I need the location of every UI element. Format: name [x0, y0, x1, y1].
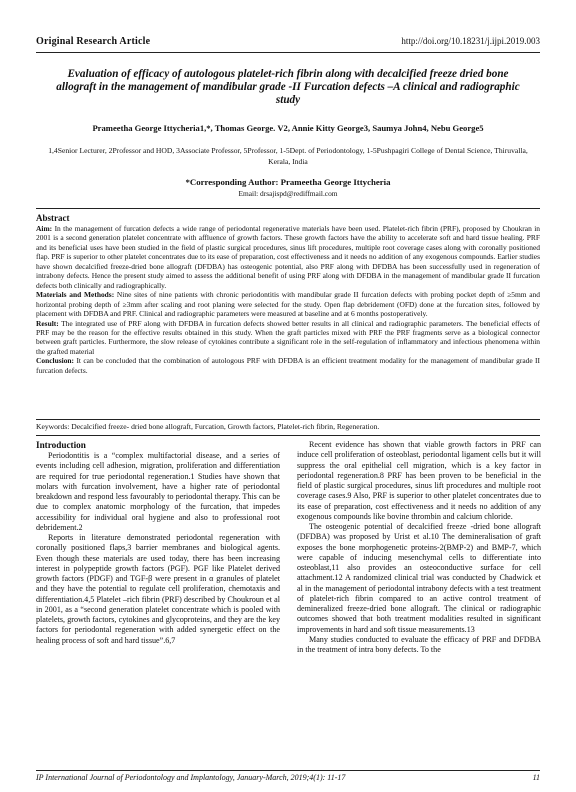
corresponding-email[interactable]: Email: drsajispd@rediffmail.com [238, 189, 338, 198]
page-number: 11 [532, 773, 540, 782]
abstract-aim-label: Aim: [36, 224, 53, 233]
footer-rule [36, 770, 540, 771]
abstract-section [36, 208, 540, 420]
abstract-result [36, 319, 540, 357]
author-affiliations: 1,4Senior Lecturer, 2Professor and HOD, 3Associate Professor, 5Professor, 1-5Dept. of Periodontology, 1-5Pushpagiri College of Dental Science, Thiruvalla, Kerala, India [48, 146, 528, 166]
abstract-conclusion [36, 356, 540, 375]
article-title: Evaluation of efficacy of autologous platelet-rich fibrin along with decalcified freeze dried bone allograft in the management of mandibular grade -II Furcation defects –A clinical and radiographic study [56, 68, 520, 106]
abstract-aim [36, 224, 540, 290]
author-list: Prameetha George Ittycheria1,*, Thomas George. V2, Annie Kitty George3, Saumya John4, Nebu George5 [92, 123, 484, 133]
intro-paragraph: The osteogenic potential of decalcified freeze -dried bone allograft (DFDBA) was proposed by Urist et al.10 The demineralisation of graft exposes the bone morphogenetic proteins-2(BMP-2) and BMP-7, which were capable of inducing mesenchymal cells to differentiate into osteoblast,11 also provides an osteoconductive surface for cell attachment.12 A randomized clinical trial was conducted by Chadwick et al in the management of periodontal intrabony defects with a test treatment of platelet-rich fibrin compared to an active control treatment of demineralized freeze-dried bone allograft. The clinical or radiographic outcomes showed that both treatment modalities resulted in significant improvements in hard and soft tissue measurements.13 [297, 522, 541, 634]
abstract-heading: Abstract [36, 213, 70, 223]
corresponding-author: *Corresponding Author: Prameetha George Ittycheria [185, 177, 391, 187]
running-header [36, 36, 540, 50]
body-column-right [297, 440, 541, 767]
intro-paragraph: Reports in literature demonstrated periodontal regeneration with coronally positioned flaps,3 barrier membranes and biological agents. Even though these materials are used today, there has been increasing interest in polypeptide growth factors (PGF). PGF like Platelet derived growth factors (PDGF) and TGF-β were present in α granules of platelet and they have the potential to regulate cell proliferation, chemotaxis and differentiation.4,5 Platelet –rich fibrin (PRF) described by Choukroun et al in 2001, as a “second generation platelet concentrate which is pooled with platelets, growth factors, cytokines and glycoproteins, and they are the key factors for periodontal regeneration with added synergetic effect on the healing process of soft and hard tissue”.6,7 [36, 533, 280, 645]
keywords: Keywords: Decalcified freeze- dried bone allograft, Furcation, Growth factors, Platelet-rich fibrin, Regeneration. [36, 422, 540, 436]
body-column-left [36, 440, 280, 767]
intro-paragraph: Periodontitis is a “complex multifactorial disease, and a series of events including cell adhesion, migration, proliferation and differentiation are required for true periodontal regeneration.1 Studies have shown that molars with furcation involvement, have a higher rate of periodontal breakdown and respond less favourably to periodontal therapy. This can be due to complex anatomic morphology of the furcation, that impedes accessibility for individual oral hygiene and also to professional root debridement.2 [36, 451, 280, 532]
abstract-methods [36, 290, 540, 318]
abstract-aim-text: In the management of furcation defects a wide range of periodontal regenerative materials have been used. Platelet-rich fibrin (PRF), proposed by Choukran in 2001 is a second generation platelet concentrate with affluence of growth factors. These growth factors have the ability to accelerate soft and hard tissue healing. PRF and its beneficial uses have been studied in the field of plastic surgical procedures, sinus lift procedures, multiple root coverage cases along with coronally positioned flap. PRF is superior to other platelet concentrates due to its ease of preparation, cost effectiveness and it needs no addition of any exogenous compounds. Earlier studies have shown decalcified freeze-dried bone allograft (DFDBA) has osteogenic potential, also PRF along with DFDBA has been successfully used in regeneration of intrabony defects. Hence the present study aimed to assess the additional benefit of using PRF along with DFDBA in the management of mandibular grade II furcation defects both clinically and radiographically. [36, 224, 540, 290]
abstract-conclusion-label: Conclusion: [36, 356, 75, 366]
intro-paragraph: Many studies conducted to evaluate the efficacy of PRF and DFDBA in the treatment of intra bony defects. To the [297, 634, 541, 654]
journal-citation: IP International Journal of Periodontology and Implantology, January-March, 2019;4(1): 11-17 [36, 773, 346, 782]
introduction-heading: Introduction [36, 440, 86, 450]
abstract-conclusion-text: It can be concluded that the combination of autologous PRF with DFDBA is an efficient treatment modality for the management of mandibular grade II furcation defects. [36, 356, 540, 375]
intro-paragraph: Recent evidence has shown that viable growth factors in PRF can induce cell proliferation of osteoblast, periodontal ligament cells but it will suppress the oral epithelial cell migration, which is a key factor in periodontal regeneration.8 PRF has been proven to be beneficial in the field of plastic surgical procedures, sinus lift procedures and multiple root coverage cases.9 Also, PRF is superior to other platelet concentrates due to its ease of preparation, cost effectiveness and it needs no addition of any exogenous compounds like bovine thrombin and calcium chloride. [297, 440, 541, 521]
doi-link[interactable]: http://doi.org/10.18231/j.ijpi.2019.003 [401, 36, 540, 46]
abstract-result-text: The integrated use of PRF along with DFDBA in furcation defects showed better results in all clinical and radiographic parameters. The beneficial effects of PRF may be the reason for the effective results obtained in this study. When the graft particles mixed with PRF the PRF fragments serve as a biological connector between graft particles. Furthermore, the slow release of cytokines contribute a significant role in the self-regulation of inflammatory and infectious phenomena within the grafted material [36, 318, 540, 356]
running-footer [36, 773, 540, 782]
abstract-methods-text: Nine sites of nine patients with chronic periodontitis with mandibular grade II furcation defects with probing pocket depth of ≥5mm and horizontal probing depth of ≥3mm after scaling and root planing were selected for the study. Open flap debridement (OFD) done at the furcation sites, followed by placement with DFDBA and PRF. Clinical and radiographic parameters were measured at baseline and at 6 months postoperatively. [36, 290, 540, 319]
header-rule [36, 52, 540, 53]
abstract-result-label: Result: [36, 318, 59, 328]
article-type-label: Original Research Article [36, 36, 151, 47]
abstract-methods-label: Materials and Methods: [36, 290, 115, 300]
